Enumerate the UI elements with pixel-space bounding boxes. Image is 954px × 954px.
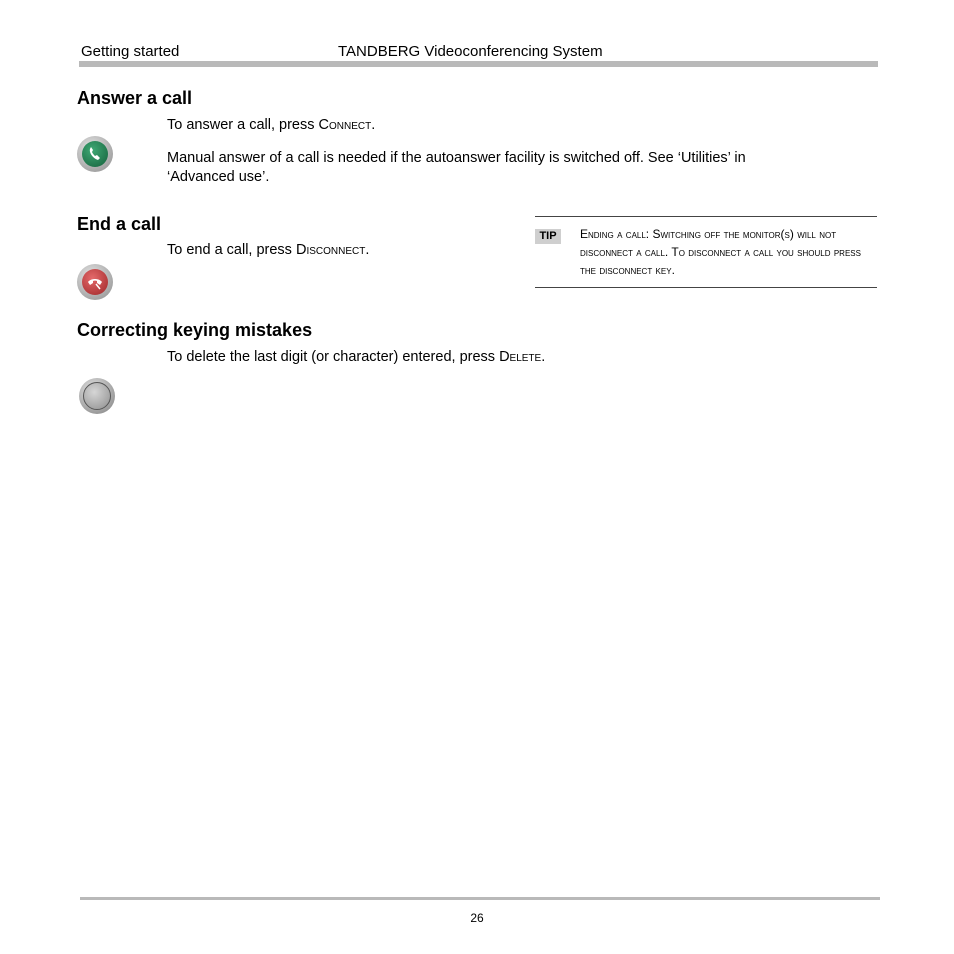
correct-instruction-end: . bbox=[541, 349, 546, 365]
correct-instruction-text: To delete the last digit (or character) entered, press bbox=[167, 349, 500, 365]
connect-button-icon bbox=[77, 136, 113, 172]
end-instruction bbox=[167, 241, 369, 260]
tip-lead: Ending a call: bbox=[580, 227, 650, 241]
correct-heading: Correcting keying mistakes bbox=[77, 320, 313, 340]
answer-note-line1: Manual answer of a call is needed if the autoanswer facility is switched off. See ‘Utilities’ in bbox=[167, 150, 746, 166]
answer-instruction-end: . bbox=[371, 117, 376, 133]
answer-heading: Answer a call bbox=[77, 88, 193, 108]
tip-badge: TIP bbox=[535, 229, 561, 244]
delete-key-label: Delete bbox=[499, 349, 542, 365]
disconnect-button-icon bbox=[77, 264, 113, 300]
tip-text bbox=[580, 225, 870, 279]
tip-box bbox=[535, 216, 877, 288]
delete-button-icon bbox=[79, 378, 115, 414]
tip-body: Switching off the monitor(s) will not disconnect a call. To disconnect a call you should press the disconnect key. bbox=[580, 227, 861, 277]
header-section: Getting started bbox=[81, 43, 180, 60]
end-instruction-text: To end a call, press bbox=[167, 242, 296, 258]
page-number: 26 bbox=[470, 911, 484, 925]
phone-connect-icon bbox=[82, 141, 108, 167]
delete-key-icon bbox=[83, 382, 111, 410]
header-rule bbox=[79, 61, 878, 67]
answer-note-line2: ‘Advanced use’. bbox=[167, 169, 270, 185]
answer-note bbox=[167, 149, 867, 187]
answer-instruction bbox=[167, 116, 375, 135]
end-heading: End a call bbox=[77, 214, 162, 234]
connect-key-label: Connect bbox=[318, 117, 372, 133]
disconnect-key-label: Disconnect bbox=[295, 242, 366, 258]
phone-disconnect-icon bbox=[82, 269, 108, 295]
footer-rule bbox=[80, 897, 880, 900]
answer-instruction-text: To answer a call, press bbox=[167, 117, 319, 133]
correct-instruction bbox=[167, 348, 545, 367]
header-title: TANDBERG Videoconferencing System bbox=[338, 43, 603, 60]
end-instruction-end: . bbox=[365, 242, 370, 258]
